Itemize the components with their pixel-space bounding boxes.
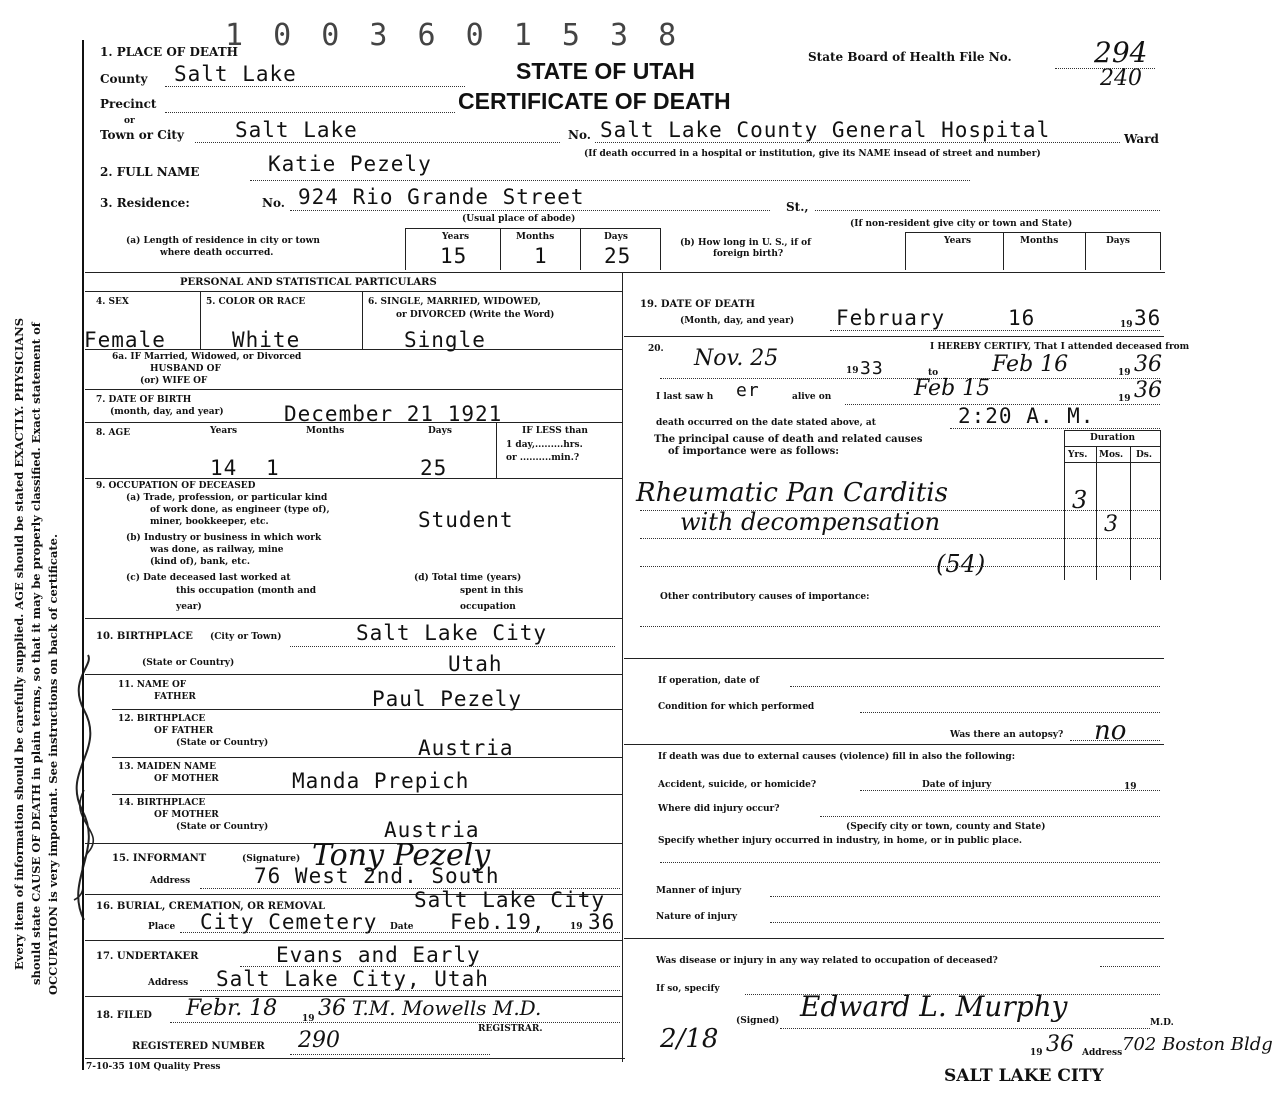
color-value: White — [232, 328, 301, 352]
spouse-label-a: 6a. IF Married, Widowed, or Divorced — [112, 352, 302, 362]
residence-no-label: No. — [262, 196, 285, 210]
color-label: 5. COLOR OR RACE — [206, 297, 306, 307]
father-birth-label-a: 12. BIRTHPLACE — [118, 714, 206, 724]
death-time: 2:20 A. M. — [958, 404, 1095, 428]
sign-date: 2/18 — [660, 1024, 719, 1054]
certify-text: I HEREBY CERTIFY, That I attended deceased from — [930, 342, 1190, 352]
if-so-label: If so, specify — [656, 984, 720, 994]
father-name: Paul Pezely — [372, 687, 523, 711]
center-divider — [622, 272, 623, 1062]
birthplace-label: 10. BIRTHPLACE — [96, 631, 193, 642]
undertaker-address-label: Address — [148, 978, 189, 988]
hospital-value: Salt Lake County General Hospital — [600, 118, 1051, 142]
informant-signature: Tony Pezely — [312, 838, 491, 873]
marital-label-b: or DIVORCED (Write the Word) — [396, 310, 555, 320]
manner-injury-label: Manner of injury — [656, 886, 742, 896]
undertaker-name: Evans and Early — [276, 943, 481, 967]
precinct-label: Precinct — [100, 97, 157, 111]
mother-name: Manda Prepich — [292, 769, 470, 793]
filed-date: Febr. 18 — [186, 996, 278, 1021]
autopsy-value: no — [1094, 716, 1127, 746]
cause-1-years: 3 — [1072, 486, 1088, 514]
mother-label-b: OF MOTHER — [154, 774, 219, 784]
sex-label: 4. SEX — [96, 297, 129, 307]
attend-to-year-prefix: 19 — [1118, 368, 1131, 378]
cause-line-1: Rheumatic Pan Carditis — [636, 478, 948, 508]
last-saw-label: I last saw h — [656, 392, 714, 402]
dod-year-prefix: 19 — [1120, 320, 1133, 330]
father-label-b: FATHER — [154, 692, 196, 702]
operation-label: If operation, date of — [658, 676, 760, 686]
md-label: M.D. — [1150, 1018, 1174, 1028]
burial-city: Salt Lake City — [414, 888, 606, 912]
county-label: County — [100, 72, 148, 86]
personal-header: PERSONAL AND STATISTICAL PARTICULARS — [180, 277, 437, 288]
marital-label-a: 6. SINGLE, MARRIED, WIDOWED, — [368, 297, 541, 307]
duration-header: Duration — [1090, 433, 1136, 443]
dob-label-b: (month, day, and year) — [110, 407, 224, 417]
burial-date-label: Date — [390, 922, 414, 932]
margin-signature — [54, 650, 114, 930]
or-label: or — [124, 116, 135, 126]
age-days: 25 — [420, 456, 448, 480]
sign-year: 36 — [1046, 1032, 1074, 1057]
duration-mos-header: Mos. — [1099, 450, 1124, 460]
cause-2-months: 3 — [1104, 512, 1118, 537]
injury-year-prefix: 19 — [1124, 782, 1137, 792]
where-injury-note: (Specify city or town, county and State) — [846, 822, 1046, 832]
mother-birth-label-c: (State or Country) — [176, 822, 269, 832]
undertaker-label: 17. UNDERTAKER — [96, 951, 199, 962]
spouse-label-b: HUSBAND OF — [150, 364, 221, 374]
hospital-no-label: No. — [568, 128, 591, 142]
dod-year: 36 — [1134, 306, 1162, 330]
dod-day: 16 — [1008, 306, 1036, 330]
attend-from-year: 33 — [860, 358, 884, 379]
cause-line-2: with decompensation — [680, 508, 941, 536]
burial-year: 36 — [588, 910, 616, 934]
side-note-line1: Every item of information should be carefully supplied. AGE should be stated EXACTLY. PHYSICIANS — [12, 317, 26, 970]
dod-label-a: 19. DATE OF DEATH — [640, 299, 755, 310]
occupation-c1: (c) Date deceased last worked at — [126, 573, 291, 583]
burial-place: City Cemetery — [200, 910, 378, 934]
informant-address-label: Address — [150, 876, 191, 886]
age-months-header: Months — [306, 426, 345, 436]
dob-label-a: 7. DATE OF BIRTH — [96, 395, 192, 405]
occupation-a2: of work done, as engineer (type of), — [150, 505, 330, 515]
file-number-label: State Board of Health File No. — [808, 50, 1012, 64]
full-name-label: 2. FULL NAME — [100, 165, 200, 179]
last-saw-year-prefix: 19 — [1118, 394, 1131, 404]
residence-days: 25 — [604, 244, 632, 268]
less-than-c: or ..........min.? — [506, 453, 580, 463]
father-birth-label-b: OF FATHER — [154, 726, 214, 736]
age-years-header: Years — [210, 426, 238, 436]
mother-birth-label-b: OF MOTHER — [154, 810, 219, 820]
certify-number: 20. — [648, 344, 664, 354]
residence-st-label: St., — [786, 200, 809, 214]
death-time-label: death occurred on the date stated above, at — [656, 418, 876, 428]
undertaker-address: Salt Lake City, Utah — [216, 967, 489, 991]
nature-injury-label: Nature of injury — [656, 912, 738, 922]
side-note-line2: should state CAUSE OF DEATH in plain terms, so that it may be properly classified. Exact statement of — [29, 322, 43, 985]
autopsy-label: Was there an autopsy? — [950, 730, 1064, 740]
burial-year-prefix: 19 — [570, 922, 583, 932]
occupation-a1: (a) Trade, profession, or particular kind — [126, 493, 328, 503]
informant-sig-label: (Signature) — [242, 854, 301, 864]
occupation-a3: miner, bookkeeper, etc. — [150, 517, 269, 527]
burial-label: 16. BURIAL, CREMATION, OR REMOVAL — [96, 901, 326, 912]
registrar-signature: T.M. Mowells M.D. — [352, 996, 542, 1020]
side-note-line3: OCCUPATION is very important. See instructions on back of certificate. — [46, 534, 60, 995]
months-header: Months — [516, 232, 555, 242]
cause-code: (54) — [936, 550, 986, 578]
signed-label: (Signed) — [736, 1016, 780, 1026]
physician-address: 702 Boston Bldg — [1122, 1034, 1273, 1055]
occupation-b1: (b) Industry or business in which work — [126, 533, 322, 543]
attend-to-year: 36 — [1134, 352, 1162, 377]
filed-year-prefix: 19 — [302, 1014, 315, 1024]
informant-address: 76 West 2nd. South — [254, 864, 500, 888]
birthplace-state-label: (State or Country) — [142, 658, 235, 668]
registered-number-label: REGISTERED NUMBER — [132, 1041, 265, 1052]
father-birth-label-c: (State or Country) — [176, 738, 269, 748]
contributory-label: Other contributory causes of importance: — [660, 592, 870, 602]
us-years-header: Years — [944, 236, 972, 246]
specify-injury-label: Specify whether injury occurred in industry, in home, or in public place. — [658, 836, 1023, 846]
father-birthplace: Austria — [418, 736, 514, 760]
mother-birth-label-a: 14. BIRTHPLACE — [118, 798, 206, 808]
residence-value: 924 Rio Grande Street — [298, 185, 585, 209]
last-saw-pronoun: er — [736, 380, 760, 401]
city-stamp: SALT LAKE CITY — [944, 1066, 1104, 1086]
serial-number: 1 0 0 3 6 0 1 5 3 8 — [225, 18, 683, 53]
days-header: Days — [604, 232, 628, 242]
birthplace-state: Utah — [448, 652, 503, 676]
file-number: 294 — [1094, 36, 1148, 69]
mother-birthplace: Austria — [384, 818, 480, 842]
town-value: Salt Lake — [235, 118, 358, 142]
hospital-note: (If death occurred in a hospital or institution, give its NAME insead of street and number) — [584, 149, 1041, 159]
sign-year-prefix: 19 — [1030, 1048, 1043, 1058]
burial-place-label: Place — [148, 922, 176, 932]
alive-on-label: alive on — [792, 392, 832, 402]
occupation-c2: this occupation (month and — [176, 586, 317, 596]
father-label-a: 11. NAME OF — [118, 680, 187, 690]
occupation-d1: (d) Total time (years) — [414, 573, 522, 583]
age-years: 14 — [210, 456, 238, 480]
cause-label-b: of importance were as follows: — [668, 446, 839, 457]
length-residence-label-b: where death occurred. — [160, 248, 274, 258]
residence-years: 15 — [440, 244, 468, 268]
attend-to: Feb 16 — [992, 352, 1069, 377]
occupation-b3: (kind of), bank, etc. — [150, 557, 250, 567]
us-months-header: Months — [1020, 236, 1059, 246]
occupation-b2: was done, as railway, mine — [150, 545, 284, 555]
bottom-line — [85, 1058, 625, 1059]
us-label-a: (b) How long in U. S., if of — [680, 238, 811, 248]
duration-yrs-header: Yrs. — [1068, 450, 1088, 460]
occupation-value: Student — [418, 508, 514, 532]
ward-label: Ward — [1124, 132, 1159, 146]
less-than-a: IF LESS than — [522, 426, 588, 436]
registered-number: 290 — [298, 1028, 340, 1053]
us-label-b: foreign birth? — [713, 249, 784, 259]
mother-label-a: 13. MAIDEN NAME — [118, 762, 217, 772]
attend-to-label: to — [928, 368, 939, 378]
sex-value: Female — [84, 328, 166, 352]
cause-label-a: The principal cause of death and related causes — [654, 434, 923, 445]
duration-ds-header: Ds. — [1136, 450, 1153, 460]
filed-label: 18. FILED — [96, 1010, 152, 1021]
file-number-secondary: 240 — [1100, 66, 1142, 91]
less-than-b: 1 day,.........hrs. — [506, 440, 583, 450]
state-title: STATE OF UTAH — [516, 58, 695, 84]
occupation-d3: occupation — [460, 602, 516, 612]
condition-label: Condition for which performed — [658, 702, 815, 712]
birthplace-city: Salt Lake City — [356, 621, 548, 645]
printer-line: 7-10-35 10M Quality Press — [86, 1062, 221, 1072]
residence-label: 3. Residence: — [100, 196, 190, 210]
age-months: 1 — [266, 456, 280, 480]
accident-label: Accident, suicide, or homicide? — [658, 780, 817, 790]
occupation-label: 9. OCCUPATION OF DECEASED — [96, 481, 256, 491]
physician-signature: Edward L. Murphy — [800, 990, 1068, 1023]
attend-from: Nov. 25 — [694, 346, 779, 371]
full-name-value: Katie Pezely — [268, 152, 432, 176]
birthplace-label-note: (City or Town) — [210, 632, 282, 642]
filed-year: 36 — [318, 996, 346, 1021]
dob-value: December 21 1921 — [284, 402, 503, 426]
occupation-related-label: Was disease or injury in any way related to occupation of deceased? — [656, 956, 998, 966]
nonresident-note: (If non-resident give city or town and State) — [850, 219, 1073, 229]
dod-label-b: (Month, day, and year) — [680, 316, 795, 326]
place-of-death-label: 1. PLACE OF DEATH — [100, 45, 238, 59]
left-border — [82, 40, 84, 1070]
marital-value: Single — [404, 328, 486, 352]
length-residence-label-a: (a) Length of residence in city or town — [126, 236, 320, 246]
section-divider — [85, 272, 1165, 273]
where-injury-label: Where did injury occur? — [658, 804, 780, 814]
us-days-header: Days — [1106, 236, 1130, 246]
town-label: Town or City — [100, 128, 184, 142]
dod-month: February — [836, 306, 946, 330]
county-value: Salt Lake — [174, 62, 297, 86]
last-saw-date: Feb 15 — [914, 376, 991, 401]
informant-label: 15. INFORMANT — [112, 853, 207, 864]
spouse-label-c: (or) WIFE OF — [140, 376, 208, 386]
age-label: 8. AGE — [96, 428, 131, 438]
certificate-title: CERTIFICATE OF DEATH — [458, 88, 731, 114]
injury-date-label: Date of injury — [922, 780, 992, 790]
attend-from-year-prefix: 19 — [846, 366, 859, 376]
last-saw-year: 36 — [1134, 378, 1162, 403]
occupation-c3: year) — [176, 602, 202, 612]
burial-date: Feb.19, — [450, 910, 546, 934]
residence-months: 1 — [534, 244, 548, 268]
physician-address-label: Address — [1082, 1048, 1123, 1058]
years-header: Years — [442, 232, 470, 242]
external-causes-label: If death was due to external causes (violence) fill in also the following: — [658, 752, 1016, 762]
registrar-label: REGISTRAR. — [478, 1024, 543, 1034]
age-days-header: Days — [428, 426, 452, 436]
usual-abode-note: (Usual place of abode) — [462, 214, 576, 224]
occupation-d2: spent in this — [460, 586, 524, 596]
